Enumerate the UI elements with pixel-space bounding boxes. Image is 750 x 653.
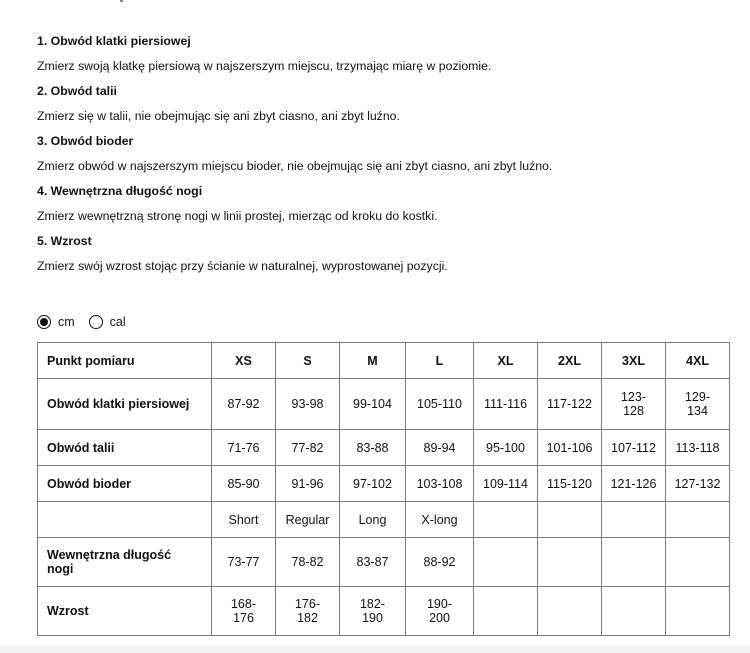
unit-option-cm[interactable] [37, 315, 75, 329]
instruction-text-inseam: Zmierz wewnętrzną stronę nogi w linii prostej, mierząc od kroku do kostki. [37, 209, 438, 223]
instruction-text-hips: Zmierz obwód w najszerszym miejscu bioder, nie obejmując się ani zbyt ciasno, ani zbyt luźno. [37, 159, 553, 173]
table-cell: 101-106 [538, 430, 602, 466]
table-cell: 71-76 [212, 430, 276, 466]
table-cell: 121-126 [602, 466, 666, 502]
header-size-4xl: 4XL [666, 343, 730, 379]
table-cell [474, 538, 538, 587]
table-cell: 87-92 [212, 379, 276, 430]
row-label: Obwód talii [38, 430, 212, 466]
bottom-divider [0, 646, 750, 653]
table-cell [666, 538, 730, 587]
table-cell: Regular [276, 502, 340, 538]
table-row-inseam [38, 538, 730, 587]
instruction-text-height: Zmierz swój wzrost stojąc przy ścianie w naturalnej, wyprostowanej pozycji. [37, 259, 448, 273]
instruction-heading-inseam: 4. Wewnętrzna długość nogi [37, 184, 203, 198]
unit-option-cal-label[interactable]: cal [109, 315, 126, 329]
table-cell: 97-102 [340, 466, 406, 502]
table-row-height [38, 587, 730, 636]
row-label: Obwód bioder [38, 466, 212, 502]
table-cell: Long [340, 502, 406, 538]
table-cell: 91-96 [276, 466, 340, 502]
table-cell: 77-82 [276, 430, 340, 466]
row-label: Wzrost [38, 587, 212, 636]
header-size-3xl: 3XL [602, 343, 666, 379]
table-row-chest [38, 379, 730, 430]
header-size-m: M [340, 343, 406, 379]
unit-option-cm-label[interactable]: cm [58, 315, 75, 329]
radio-selected-icon[interactable] [37, 315, 51, 329]
table-cell [474, 587, 538, 636]
table-cell: 109-114 [474, 466, 538, 502]
table-cell: 99-104 [340, 379, 406, 430]
table-cell: 113-118 [666, 430, 730, 466]
table-cell: 111-116 [474, 379, 538, 430]
table-cell [474, 502, 538, 538]
table-cell: 127-132 [666, 466, 730, 502]
header-size-2xl: 2XL [538, 343, 602, 379]
table-cell [666, 587, 730, 636]
size-chart-table [37, 342, 730, 636]
table-cell: 105-110 [406, 379, 474, 430]
table-cell [602, 502, 666, 538]
instruction-text-chest: Zmierz swoją klatkę piersiową w najszerszym miejscu, trzymając miarę w poziomie. [37, 59, 492, 73]
table-header-row [38, 343, 730, 379]
table-cell: 83-88 [340, 430, 406, 466]
header-size-l: L [406, 343, 474, 379]
table-cell: 115-120 [538, 466, 602, 502]
table-cell: 73-77 [212, 538, 276, 587]
instruction-heading-height: 5. Wzrost [37, 234, 92, 248]
instruction-heading-waist: 2. Obwód talii [37, 84, 117, 98]
table-cell [602, 587, 666, 636]
table-cell: 176- 182 [276, 587, 340, 636]
table-cell [538, 587, 602, 636]
table-cell: 89-94 [406, 430, 474, 466]
table-cell [666, 502, 730, 538]
table-cell: Short [212, 502, 276, 538]
unit-toggle [37, 313, 126, 331]
table-cell: 88-92 [406, 538, 474, 587]
row-label: Wewnętrzna długość nogi [38, 538, 212, 587]
table-cell: 78-82 [276, 538, 340, 587]
table-cell: 95-100 [474, 430, 538, 466]
table-cell: 85-90 [212, 466, 276, 502]
table-cell [538, 538, 602, 587]
table-row-waist [38, 430, 730, 466]
table-cell: 93-98 [276, 379, 340, 430]
instruction-heading-chest: 1. Obwód klatki piersiowej [37, 34, 191, 48]
table-cell: 182- 190 [340, 587, 406, 636]
table-cell: 103-108 [406, 466, 474, 502]
table-cell: X-long [406, 502, 474, 538]
header-size-s: S [276, 343, 340, 379]
top-divider [120, 0, 123, 2]
radio-unselected-icon[interactable] [89, 315, 103, 329]
table-cell: 129- 134 [666, 379, 730, 430]
instruction-text-waist: Zmierz się w talii, nie obejmując się ani zbyt ciasno, ani zbyt luźno. [37, 109, 400, 123]
table-row-hips [38, 466, 730, 502]
table-cell [538, 502, 602, 538]
table-cell [602, 538, 666, 587]
instruction-heading-hips: 3. Obwód bioder [37, 134, 134, 148]
table-cell: 107-112 [602, 430, 666, 466]
table-cell: 83-87 [340, 538, 406, 587]
table-row-length-type [38, 502, 730, 538]
header-size-xl: XL [474, 343, 538, 379]
unit-option-cal[interactable] [89, 315, 126, 329]
measurement-instructions [37, 31, 737, 281]
table-cell: 117-122 [538, 379, 602, 430]
header-size-xs: XS [212, 343, 276, 379]
row-label: Obwód klatki piersiowej [38, 379, 212, 430]
header-measurement-point: Punkt pomiaru [38, 343, 212, 379]
table-cell: 168- 176 [212, 587, 276, 636]
table-cell: 190- 200 [406, 587, 474, 636]
row-label [38, 502, 212, 538]
table-cell: 123- 128 [602, 379, 666, 430]
